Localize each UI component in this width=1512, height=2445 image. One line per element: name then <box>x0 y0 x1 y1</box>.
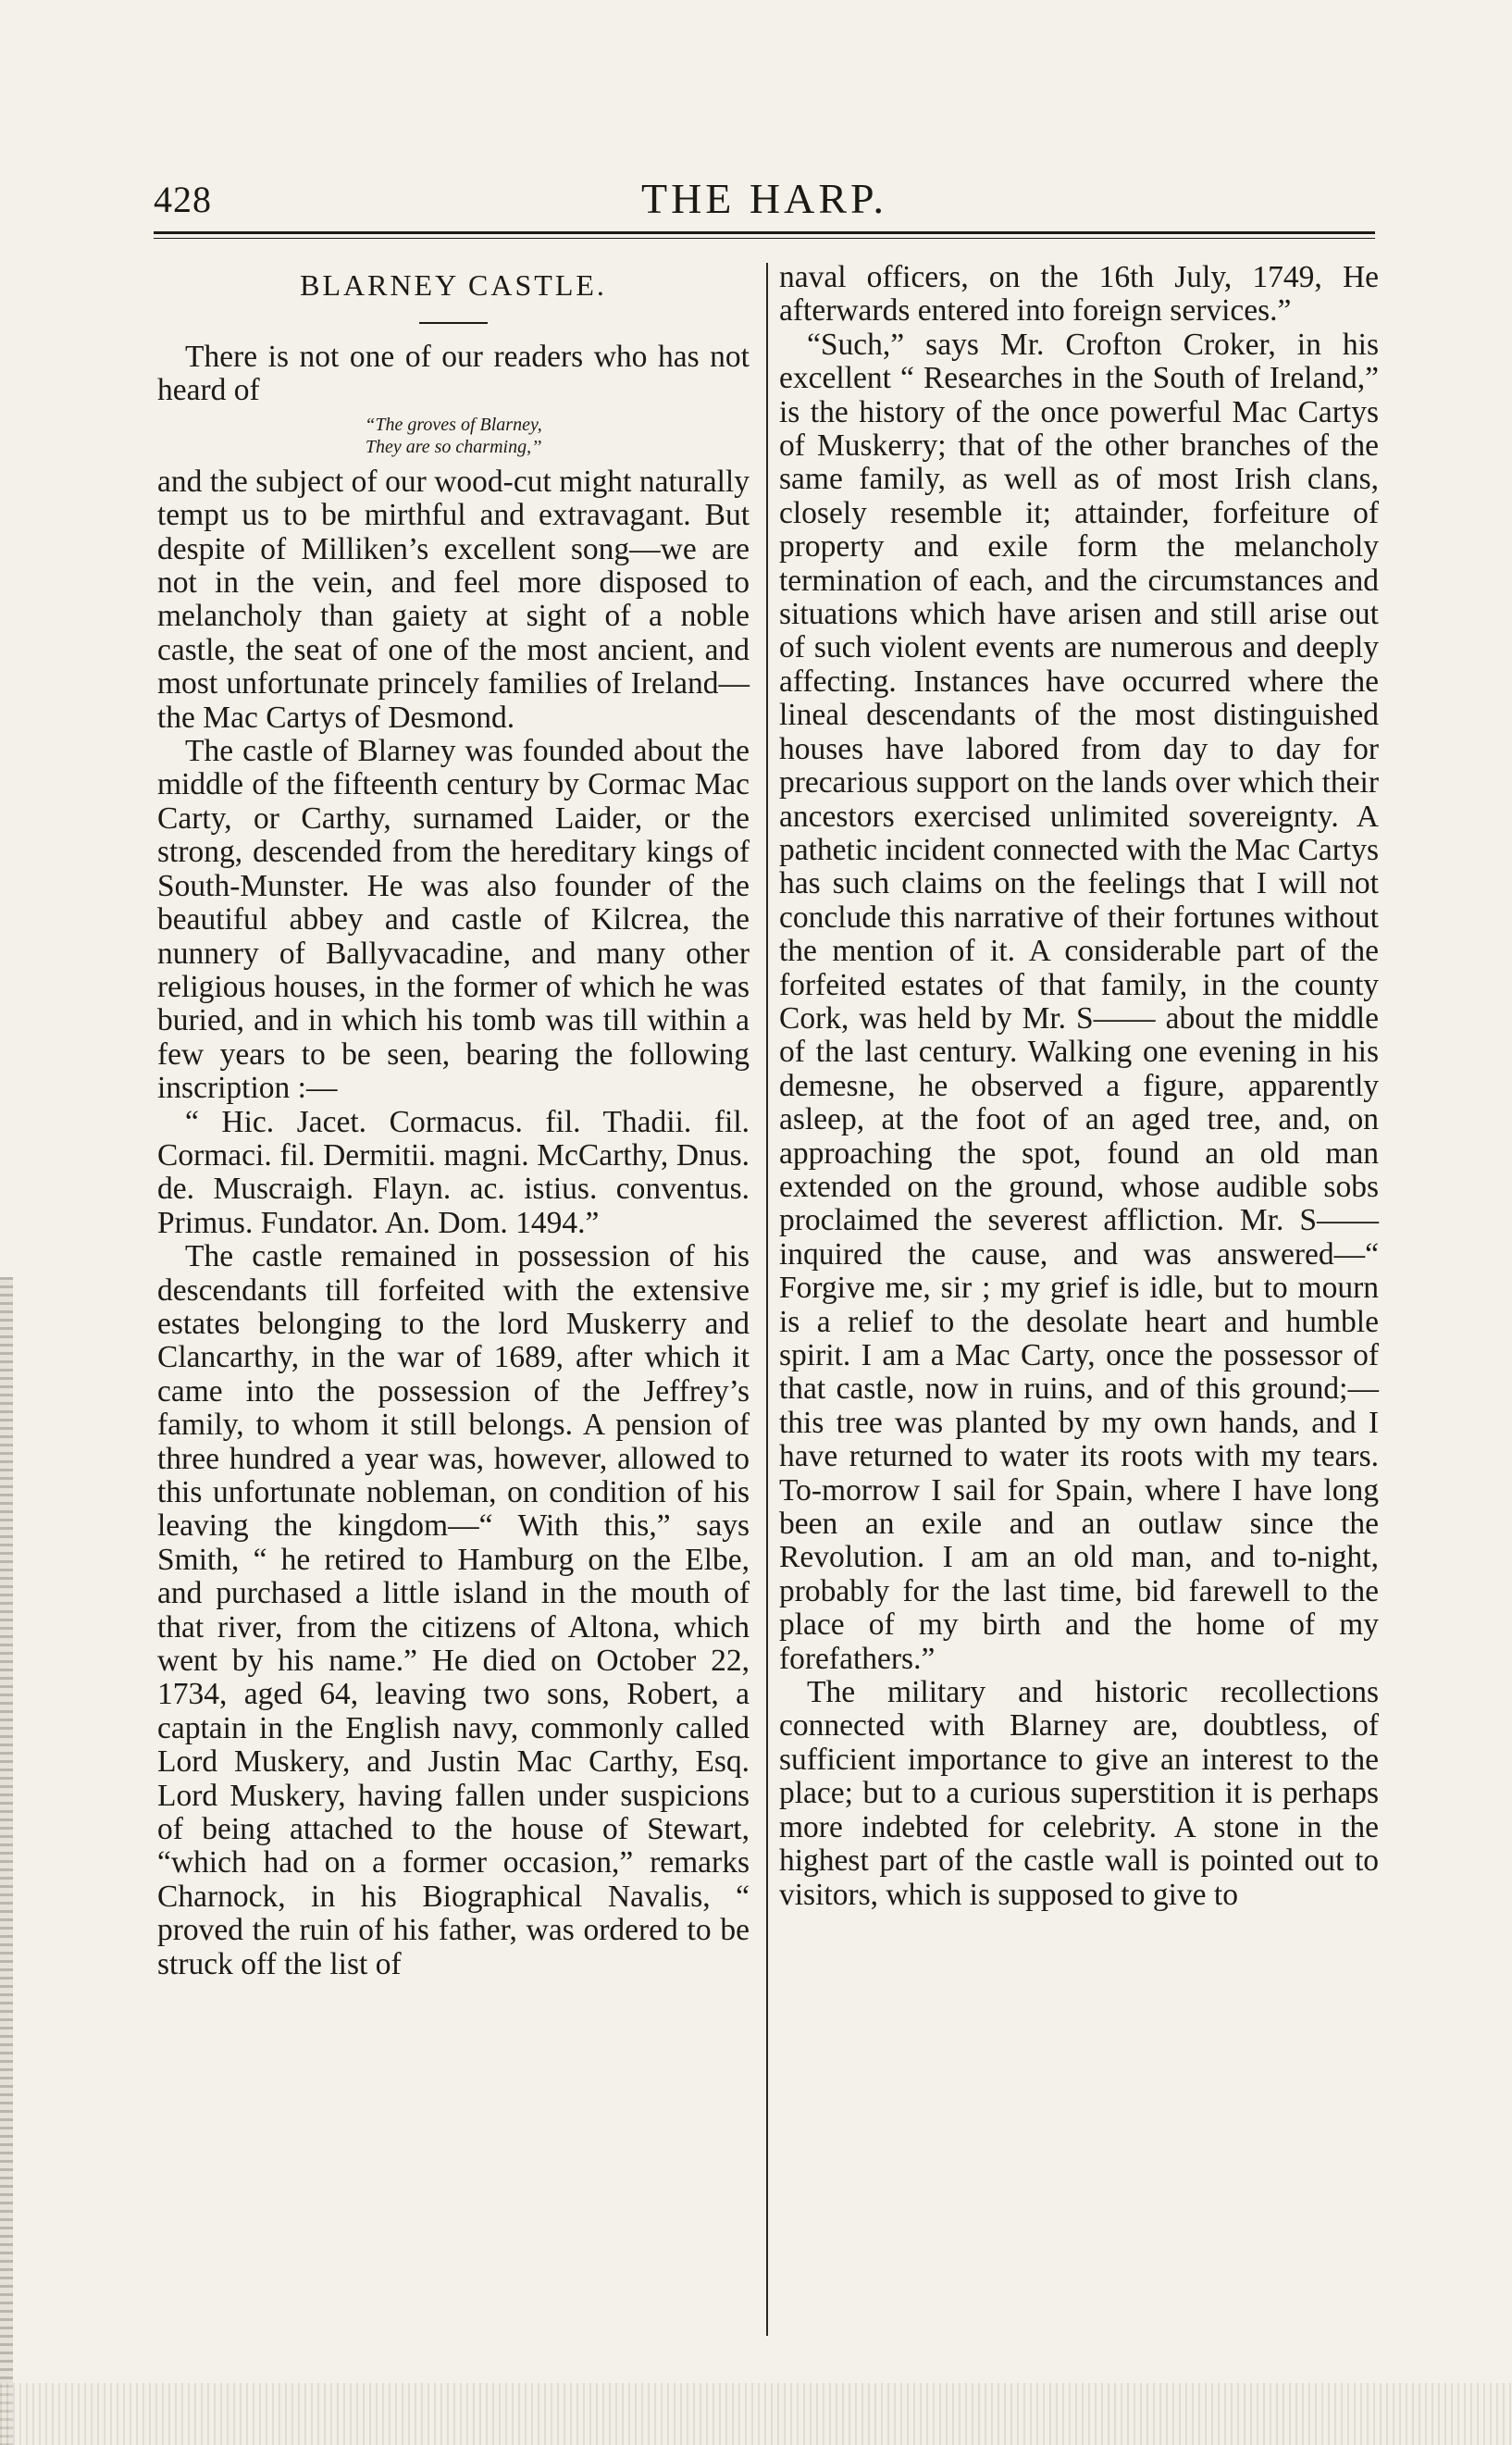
page-edge-shadow <box>0 1277 13 2445</box>
paragraph: naval officers, on the 16th July, 1749, He afterwards entered into foreign services.” <box>779 260 1379 329</box>
right-column <box>779 261 1379 1912</box>
title-rule <box>419 322 488 324</box>
left-column <box>157 261 750 1981</box>
paragraph: The military and historic recollections connected with Blarney are, doubtless, of sufficient importance to give an interest to the place; but to a curious superstition it is perhaps more indebted for celebrity. A stone in the highest part of the castle wall is pointed out to visitors, which is supposed to give to <box>779 1675 1379 1912</box>
inscription-paragraph: “ Hic. Jacet. Cormacus. fil. Thadii. fil. Cormaci. fil. Dermitii. magni. McCarthy, Dnus. de. Muscraigh. Flayn. ac. istius. conventus. Primus. Fundator. An. Dom. 1494.” <box>157 1104 750 1240</box>
epigraph-line: “The groves of Blarney, <box>365 414 542 435</box>
paragraph: The castle remained in possession of his descendants till forfeited with the extensive estates belonging to the lord Muskerry and Clancarthy, in the war of 1689, after which it came into the possession of the Jeffrey’s family, to whom it still belongs. A pension of three hundred a year was, however, allowed to this unfortunate nobleman, on condition of his leaving the kingdom—“ With this,” says Smith, “ he retired to Hamburg on the Elbe, and purchased a little island in the mouth of that river, from the citizens of Altona, which went by his name.” He died on October 22, 1734, aged 64, leaving two sons, Robert, a captain in the English navy, commonly called Lord Muskery, and Justin Mac Carthy, Esq. Lord Muskery, having fallen under suspicions of being attached to the house of Stewart, “which had on a former occasion,” remarks Charnock, in his Biographical Navalis, “ proved the ruin of his father, was ordered to be struck off the list of <box>157 1239 750 1981</box>
page-bottom-margin <box>0 2383 1512 2445</box>
article-title: BLARNEY CASTLE. <box>300 268 607 302</box>
running-title: THE HARP. <box>640 175 888 222</box>
column-divider <box>766 263 768 2336</box>
header-rule <box>154 231 1375 234</box>
paragraph: “Such,” says Mr. Crofton Croker, in his excellent “ Researches in the South of Ireland,” is the history of the once powerful Mac Cartys of Muskerry; that of the other branches of the same family, as well as of most Irish clans, closely resemble it; attainder, forfeiture of property and exile form the melancholy termination of each, and the circumstances and situations which have arisen and still arise out of such violent events are numerous and deeply affecting. Instances have occurred where the lineal descendants of the most distinguished houses have labored from day to day for precarious support on the lands over which their ancestors exercised unlimited sovereignty. A pathetic incident connected with the Mac Cartys has such claims on the feelings that I will not conclude this narrative of their fortunes without the mention of it. A considerable part of the forfeited estates of that family, in the county Cork, was held by Mr. S—— about the middle of the last century. Walking one evening in his demesne, he observed a figure, apparently asleep, at the foot of an aged tree, and, on approaching the spot, found an old man extended on the ground, whose audible sobs proclaimed the severest affliction. Mr. S—— inquired the cause, and was answered—“ Forgive me, sir ; my grief is idle, but to mourn is a relief to the desolate heart and humble spirit. I am a Mac Carty, once the possessor of that castle, now in ruins, and of this ground;—this tree was planted by my own hands, and I have returned to water its roots with my tears. To-morrow I sail for Spain, where I have long been an exile and an outlaw since the Revolution. I am an old man, and to-night, probably for the last time, bid farewell to the place of my birth and the home of my forefathers.” <box>779 327 1379 1676</box>
page-number: 428 <box>154 179 212 220</box>
epigraph <box>157 414 750 458</box>
page-header <box>154 174 1375 230</box>
paragraph: and the subject of our wood-cut might naturally tempt us to be mirthful and extravagant. But despite of Milliken’s excellent song—we are not in the vein, and feel more disposed to melancholy than gaiety at sight of a noble castle, the seat of one of the most ancient, and most unfortunate princely families of Ireland—the Mac Cartys of Desmond. <box>157 464 750 735</box>
epigraph-line: They are so charming,’’ <box>365 436 542 457</box>
intro-paragraph: There is not one of our readers who has not heard of <box>157 340 750 408</box>
paragraph: The castle of Blarney was founded about the middle of the fifteenth century by Cormac Mac Carty, or Carthy, surnamed Laider, or the strong, descended from the hereditary kings of South-Munster. He was also founder of the beautiful abbey and castle of Kilcrea, the nunnery of Ballyvacadine, and many other religious houses, in the former of which he was buried, and in which his tomb was till within a few years to be seen, bearing the following inscription :— <box>157 734 750 1106</box>
header-rule-thin <box>154 238 1375 239</box>
